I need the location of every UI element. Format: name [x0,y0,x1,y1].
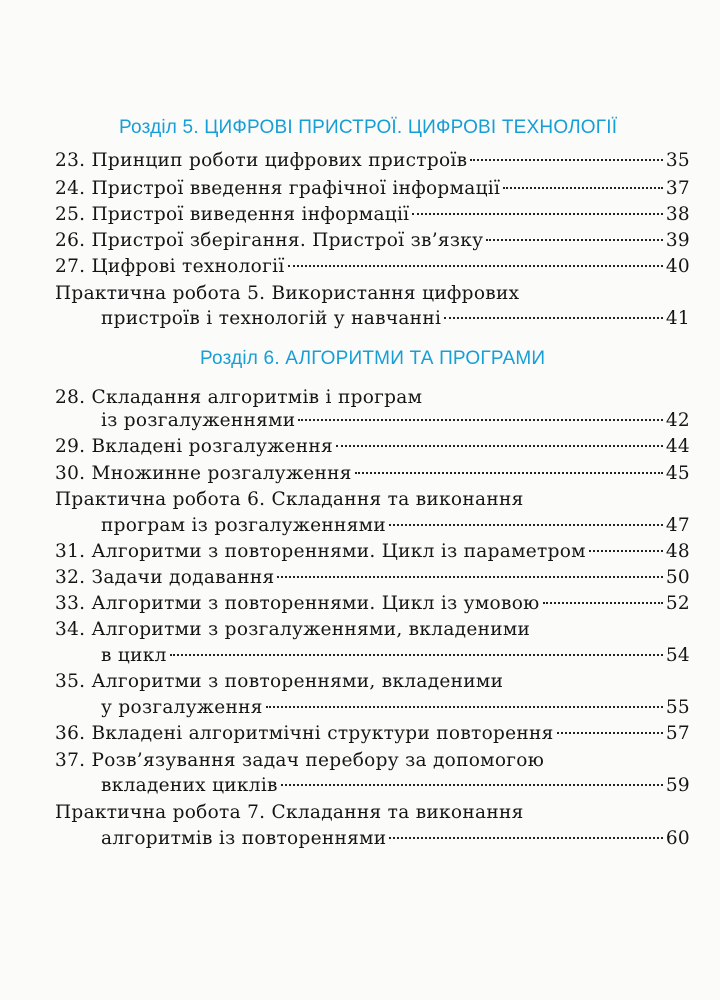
page-number: 38 [665,204,690,225]
page-number: 41 [665,308,690,329]
dot-leader [277,576,662,578]
page-number: 55 [665,697,690,718]
dot-leader [266,706,663,708]
toc-entry: 30. Множинне розгалуження 45 [55,461,690,487]
page-number: 37 [665,178,690,199]
dot-leader [589,550,663,552]
page-number: 57 [665,723,690,744]
dot-leader [503,187,663,189]
toc-entry: програм із розгалуженнями 47 [101,513,690,539]
page-number: 40 [665,256,690,277]
page-number: 35 [665,150,690,171]
section-title: Розділ 5. ЦИФРОВІ ПРИСТРОЇ. ЦИФРОВІ ТЕХНОЛОГІЇ [119,117,618,138]
dot-leader [557,732,663,734]
dot-leader [486,239,663,241]
dot-leader [298,419,662,421]
toc-entry: 33. Алгоритми з повтореннями. Цикл із умовою 52 [55,591,690,617]
toc-entry-first-line: 37. Розв’язування задач перебору за допомогою [55,750,545,771]
toc-entry: 24. Пристрої введення графічної інформації 37 [55,176,690,202]
page-number: 47 [665,515,690,536]
toc-entry: 36. Вкладені алгоритмічні структури повторення 57 [55,721,690,747]
toc-entry-first-line: Практична робота 6. Складання та виконання [55,489,524,510]
toc-entry: у розгалуження 55 [101,695,690,721]
toc-entry: із розгалуженнями 42 [101,408,690,434]
dot-leader [170,654,663,656]
page-number: 45 [665,463,690,484]
dot-leader [281,784,663,786]
dot-leader [389,524,663,526]
page-number: 52 [665,593,690,614]
toc-entry: 32. Задачи додавання 50 [55,565,690,591]
toc-entry: в цикл 54 [101,643,690,669]
page-number: 60 [665,828,690,849]
dot-leader [412,213,662,215]
toc-entry: 31. Алгоритми з повтореннями. Цикл із параметром 48 [55,539,690,565]
dot-leader [355,472,663,474]
page-number: 59 [665,775,690,796]
dot-leader [543,602,663,604]
toc-entry: вкладених циклів 59 [101,773,690,799]
dot-leader [288,265,663,267]
page-number: 54 [665,645,690,666]
page-number: 39 [665,230,690,251]
toc-entry: 29. Вкладені розгалуження 44 [55,434,690,460]
toc-entry: 25. Пристрої виведення інформації 38 [55,202,690,228]
page-number: 44 [665,436,690,457]
toc-entry-first-line: Практична робота 7. Складання та виконання [55,802,524,823]
page-number: 50 [665,567,690,588]
toc-entry-first-line: Практична робота 5. Використання цифрових [55,283,520,304]
toc-entry: 27. Цифрові технології 40 [55,254,690,280]
dot-leader [470,159,663,161]
toc-entry: 23. Принцип роботи цифрових пристроїв 35 [55,148,690,174]
page-number: 48 [665,541,690,562]
dot-leader [336,445,663,447]
toc-entry-first-line: 28. Складання алгоритмів і програм [55,387,423,408]
dot-leader [444,317,663,319]
toc-entry-first-line: 35. Алгоритми з повтореннями, вкладеними [55,671,504,692]
toc-entry: алгоритмів із повтореннями 60 [101,826,690,852]
page-number: 42 [665,410,690,431]
section-title: Розділ 6. АЛГОРИТМИ ТА ПРОГРАМИ [200,348,546,369]
toc-entry-first-line: 34. Алгоритми з розгалуженнями, вкладеними [55,619,531,640]
dot-leader [389,837,662,839]
toc-entry: 26. Пристрої зберігання. Пристрої зв’язку 39 [55,228,690,254]
toc-entry: пристроїв і технологій у навчанні 41 [101,306,690,332]
